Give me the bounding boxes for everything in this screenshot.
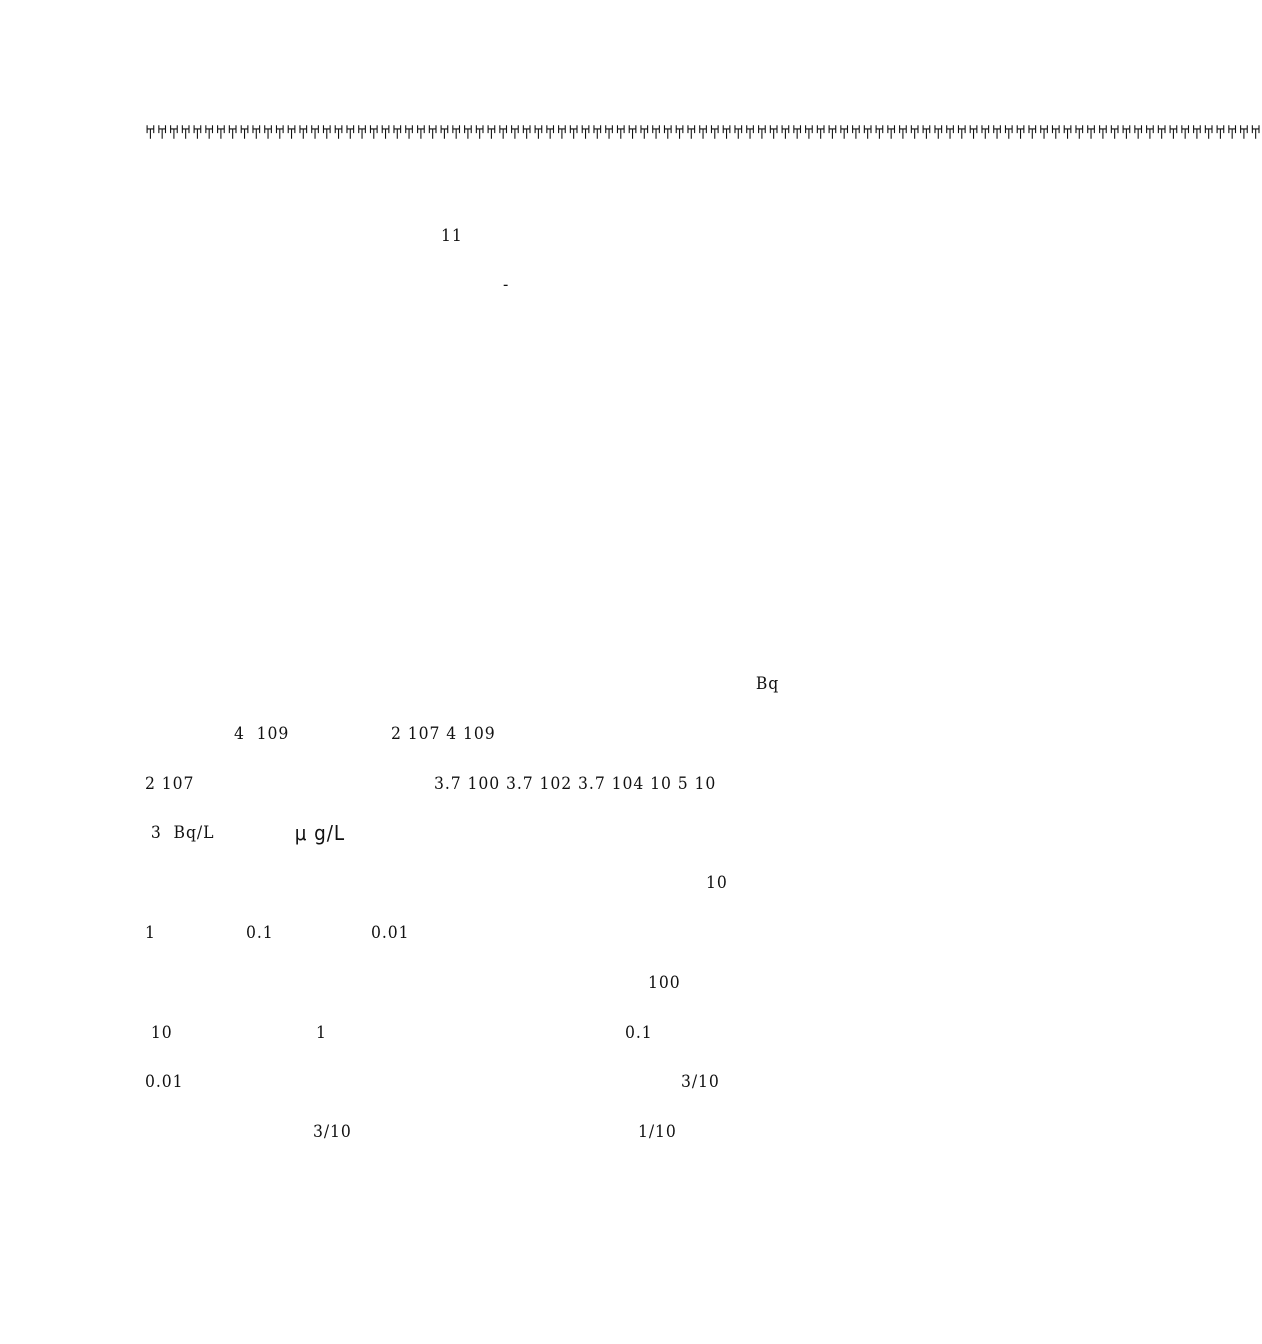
text-segment: 0.1 [246, 923, 280, 943]
text-segment: 0.01 [371, 923, 416, 943]
text-segment: 4 109 [234, 724, 296, 744]
text-line-22 [0, 1167, 950, 1197]
text-line-11 [0, 619, 950, 649]
text-segment: 11 [441, 226, 469, 246]
text-segment [503, 669, 509, 699]
text-line-7 [0, 420, 950, 450]
text-line-18 [0, 968, 950, 998]
text-segment: 10 [145, 1023, 179, 1043]
text-line-15 [0, 818, 950, 848]
text-line-13 [0, 719, 950, 749]
text-line-17 [0, 918, 950, 948]
text-line-3 [0, 221, 950, 251]
text-segment: 3 Bq/L [145, 823, 215, 843]
text-segment [246, 1067, 252, 1097]
text-segment: 1/10 [638, 1122, 683, 1142]
text-segment: Bq [750, 674, 780, 694]
text-segment [593, 719, 599, 749]
text-segment: 1 [316, 1023, 333, 1043]
text-segment: 10 [706, 873, 734, 893]
text-segment: 3/10 [681, 1072, 726, 1092]
text-segment: 1 [145, 923, 162, 943]
text-segment: 2 107 [145, 774, 201, 794]
text-segment: 𐀀𐀀𐀀𐀀𐀀𐀀𐀀𐀀𐀀𐀀𐀀𐀀𐀀𐀀𐀀𐀀𐀀𐀀𐀀𐀀𐀀𐀀𐀀𐀀𐀀𐀀𐀀𐀀𐀀𐀀𐀀𐀀𐀀𐀀𐀀𐀀𐀀𐀀𐀀𐀀𐀀𐀀𐀀𐀀𐀀𐀀𐀀𐀀𐀀𐀀𐀀𐀀𐀀𐀀𐀀𐀀𐀀𐀀𐀀𐀀𐀀𐀀𐀀𐀀𐀀𐀀𐀀𐀀𐀀𐀀𐀀𐀀𐀀𐀀𐀀𐀀𐀀𐀀𐀀𐀀𐀀𐀀𐀀𐀀𐀀𐀀𐀀𐀀𐀀𐀀𐀀𐀀𐀀𐀀𐀀 [145, 124, 1262, 144]
text-segment: 0.1 [625, 1023, 659, 1043]
text-line-4 [0, 270, 950, 300]
text-segment [355, 719, 361, 749]
text-segment: - [503, 275, 510, 295]
text-line-12 [0, 669, 950, 699]
text-segment [145, 868, 151, 898]
text-segment: μ g/L [288, 821, 346, 845]
text-segment: 3.7 100 3.7 102 3.7 104 10 5 10 [434, 774, 717, 794]
text-segment [145, 719, 151, 749]
text-line-8 [0, 470, 950, 500]
text-line-21 [0, 1117, 950, 1147]
text-segment: 2 107 4 109 [391, 724, 502, 744]
text-segment: 3/10 [313, 1122, 358, 1142]
text-line-1 [0, 119, 1262, 149]
text-segment: 0.01 [145, 1072, 190, 1092]
text-line-20 [0, 1067, 950, 1097]
text-line-16 [0, 868, 950, 898]
text-line-14 [0, 769, 950, 799]
text-line-6 [0, 370, 950, 400]
text-line-10 [0, 569, 950, 599]
text-segment: 100 [648, 973, 687, 993]
text-line-5 [0, 320, 950, 350]
text-line-19 [0, 1018, 950, 1048]
text-line-2 [0, 171, 950, 201]
text-segment [548, 669, 554, 699]
text-line-9 [0, 520, 950, 550]
